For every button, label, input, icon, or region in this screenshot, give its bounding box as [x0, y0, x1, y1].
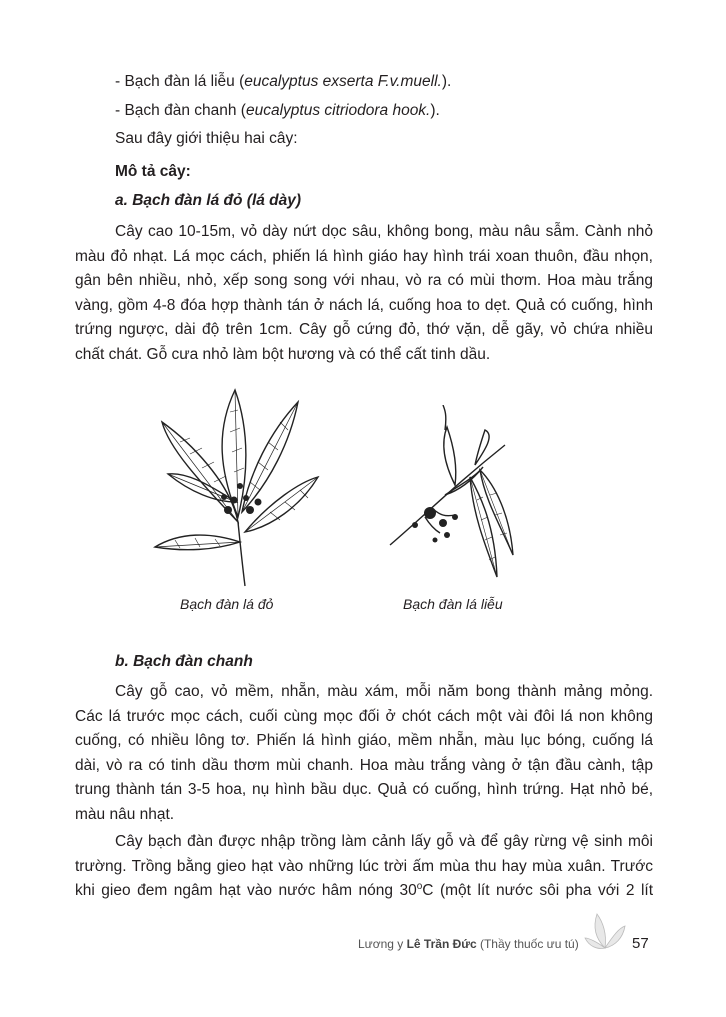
text-line: trung thành tán 3-5 hoa, nụ hình bầu dục. Quả có cuống, hình trứng. Hạt nhỏ bé,	[75, 781, 653, 798]
author-name: Lê Trần Đức	[406, 937, 477, 951]
text-line: khi gieo đem ngâm hạt vào nước hâm nóng 30$^o$C (một lít nước sôi pha với 2 lít	[75, 880, 654, 899]
degree-superscript: o	[416, 880, 423, 892]
list-item: - Bạch đàn chanh (eucalyptus citriodora hook.).	[115, 101, 440, 119]
text-line: vàng, gồm 4-8 đóa hợp thành tán ở nách lá, cuống hoa to dẹt. Quả có cuống, hình	[75, 296, 653, 314]
section-title: Mô tả cây:	[115, 163, 191, 180]
text-line: chất chát. Gỗ cưa nhỏ làm bột hương và có thể cất tinh dầu.	[75, 345, 491, 363]
text-line: trứng ngược, dài độ trên 1cm. Cây gỗ cứng đỏ, thớ vặn, dễ gãy, vỏ chứa nhiều	[75, 321, 653, 338]
text-line: Cây cao 10-15m, vỏ dày nứt dọc sâu, không bong, màu nâu sẫm. Cành nhỏ	[115, 223, 653, 240]
text-line: cuống, có nhiều lông tơ. Phiến lá hình giáo, mềm nhẵn, màu lục bóng, cuống lá	[75, 732, 653, 749]
figure-caption-left: Bạch đàn lá đỏ	[180, 596, 274, 612]
red-leaf-eucalyptus-illustration	[150, 382, 320, 587]
paragraph-c	[75, 830, 653, 904]
species-list	[75, 70, 653, 152]
section-heading-block	[75, 160, 653, 213]
text-line: trường. Trồng bằng gieo hạt vào những lúc trời ấm mùa thu hay mùa xuân. Trước	[75, 857, 653, 875]
page-number: 57	[632, 935, 649, 952]
subsection-b-heading	[75, 650, 653, 675]
lotus-icon	[583, 908, 627, 952]
text-line: màu đỏ nhạt. Lá mọc cách, phiến lá hình giáo hay hình trái xoan thuôn, đầu nhọn,	[75, 247, 653, 265]
footer-credit: Lương y Lê Trần Đức (Thầy thuốc ưu tú)	[358, 937, 579, 951]
text-line: dài, vò ra có tinh dầu thơm mùi chanh. Hoa màu trắng vàng ở tận đầu cành, tập	[75, 756, 653, 774]
latin-name: eucalyptus exserta F.v.muell.	[244, 73, 442, 90]
text-line: Cây bạch đàn được nhập trồng làm cảnh lấy gỗ và để gây rừng vệ sinh môi	[115, 833, 653, 850]
text-line: Các lá trước mọc cách, cuối cùng mọc đối ở chót cách một vài đôi lá non không	[75, 707, 653, 725]
text-line: Cây gỗ cao, vỏ mềm, nhẵn, màu xám, mỗi năm bong thành mảng mỏng.	[115, 683, 653, 700]
paragraph-b	[75, 680, 653, 827]
subsection-b-title: b. Bạch đàn chanh	[115, 653, 253, 670]
paragraph-a	[75, 220, 653, 367]
figure-caption-right: Bạch đàn lá liễu	[403, 596, 503, 612]
text-line: màu nâu nhạt.	[75, 805, 175, 823]
intro-text: Sau đây giới thiệu hai cây:	[115, 130, 298, 147]
list-item: - Bạch đàn lá liễu (eucalyptus exserta F.v.muell.).	[115, 73, 452, 90]
willow-leaf-eucalyptus-illustration	[385, 405, 515, 580]
subsection-a-title: a. Bạch đàn lá đỏ (lá dày)	[115, 191, 302, 209]
text-line: gân bên nhiều, nhỏ, xếp song song với nhau, vò ra có mùi thơm. Hoa màu trắng	[75, 272, 653, 289]
latin-name: eucalyptus citriodora hook.	[245, 101, 431, 119]
